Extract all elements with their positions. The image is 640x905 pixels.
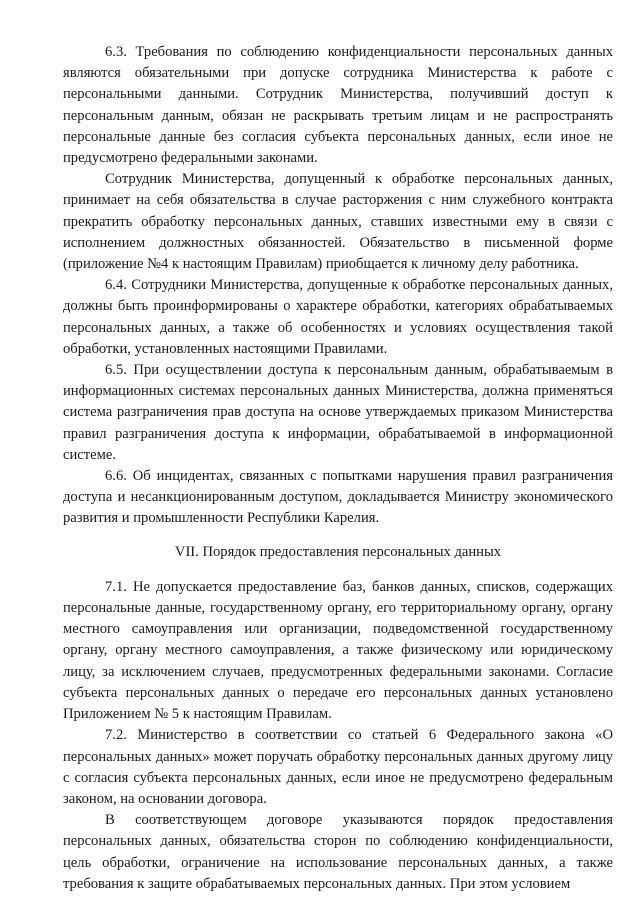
paragraph-6-5: 6.5. При осуществлении доступа к персональным данным, обрабатываемым в информационных системах персональных данных Министерства, должна применяться система разграничения прав доступа на основе утверждаемых приказом Министерства правил разграничения доступа к информации, обрабатываемой в информационной системе. xyxy=(63,362,613,463)
paragraph-7-2-contract: В соответствующем договоре указываются порядок предоставления персональных данных, обязательства сторон по соблюдению конфиденциальности, цель обработки, ограничение на использование персональных данных, а также требования к защите обрабатываемых персональных данных. При этом условием xyxy=(63,812,613,892)
paragraph-6-6: 6.6. Об инцидентах, связанных с попытками нарушения правил разграничения доступа и несанкционированным доступом, докладывается Министру экономического развития и промышленности Республики Карелия. xyxy=(63,468,613,527)
paragraph-6-3-obligation: Сотрудник Министерства, допущенный к обработке персональных данных, принимает на себя обязательства в случае расторжения с ним служебного контракта прекратить обработку персональных данных, ставших известными ему в связи с исполнением должностных обязанностей. Обязательство в письменной форме (приложение №4 к настоящим Правилам) приобщается к личному делу работника. xyxy=(63,171,613,273)
paragraph-7-2: 7.2. Министерство в соответствии со статьей 6 Федерального закона «О персональных данных» может поручать обработку персональных данных другому лицу с согласия субъекта персональных данных, если иное не предусмотрено федеральным законом, на основании договора. xyxy=(63,727,613,807)
paragraph-6-4: 6.4. Сотрудники Министерства, допущенные к обработке персональных данных, должны быть проинформированы о характере обработки, категориях обрабатываемых персональных данных, а также об особенностях и условиях осуществления такой обработки, установленных настоящими Правилами. xyxy=(63,277,613,357)
document-page xyxy=(63,42,613,895)
paragraph-7-1: 7.1. Не допускается предоставление баз, банков данных, списков, содержащих персональные данные, государственному органу, его территориальному органу, органу местного самоуправления или организации, подведомственной государственному органу, органу местного самоуправления, а также физическому или юридическому лицу, за исключением случаев, предусмотренных федеральными законами. Согласие субъекта персональных данных о передаче его персональных данных установлено Приложением № 5 к настоящим Правилам. xyxy=(63,578,613,723)
section-heading: VII. Порядок предоставления персональных данных xyxy=(174,543,502,560)
paragraph-6-3: 6.3. Требования по соблюдению конфиденциальности персональных данных являются обязательными при допуске сотрудника Министерства к работе с персональными данными. Сотрудник Министерства, получивший доступ к персональным данным, обязан не раскрывать третьим лицам и не распространять персональные данные без согласия субъекта персональных данных, если иное не предусмотрено федеральными законами. xyxy=(63,44,613,167)
